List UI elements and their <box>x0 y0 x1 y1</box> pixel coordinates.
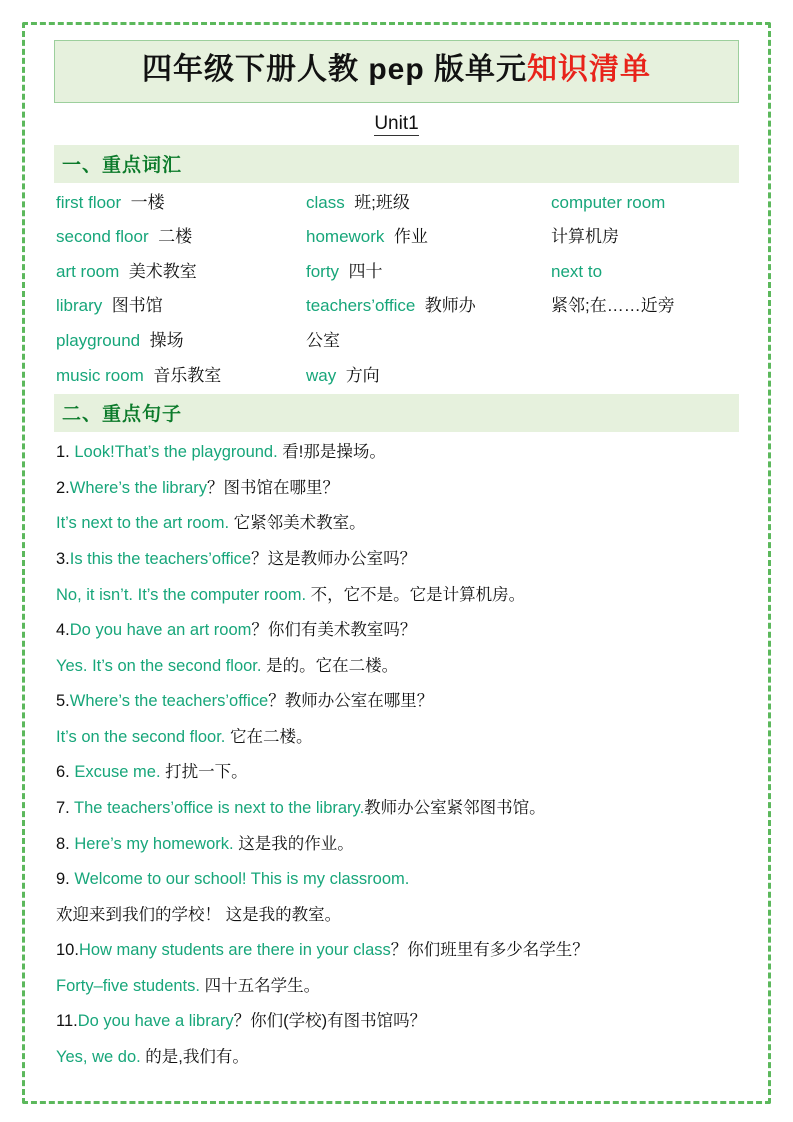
section-heading-sentences: 二、重点句子 <box>54 394 739 432</box>
vocab-zh: 教师办 <box>424 296 476 316</box>
sentence-item <box>56 903 739 929</box>
sentence-number: 8. <box>56 834 75 853</box>
sentence-number: 10. <box>56 941 79 960</box>
vocab-item <box>551 191 739 216</box>
vocab-zh: 图书馆 <box>111 296 163 316</box>
vocab-item <box>306 225 551 250</box>
sentence-en: Here’s my homework. <box>74 834 234 853</box>
sentence-item <box>56 583 739 609</box>
vocab-zh: 公室 <box>306 331 340 351</box>
sentence-en: How many students are there in your class <box>78 941 391 960</box>
sentence-item <box>56 725 739 751</box>
vocab-zh: 四十 <box>348 261 383 281</box>
vocab-item <box>306 260 551 285</box>
vocab-en: next to <box>551 261 603 281</box>
sentence-item <box>56 476 739 502</box>
vocab-zh: 班;班级 <box>354 192 410 212</box>
sentence-en: Where’s the library <box>69 478 208 497</box>
section-heading-vocabulary: 一、重点词汇 <box>54 145 739 183</box>
sentence-zh: 打扰一下。 <box>160 763 248 782</box>
sentence-zh: ？教师办公室在哪里？ <box>268 692 434 711</box>
sentence-en: Is this the teachers’office <box>69 550 252 569</box>
vocab-item <box>56 260 306 285</box>
vocab-item <box>306 329 551 354</box>
sentence-item <box>56 796 739 822</box>
vocab-item <box>306 191 551 216</box>
document-content <box>54 40 739 1070</box>
vocab-item <box>56 364 306 389</box>
sentence-en: Welcome to our school! This is my classroom. <box>74 870 410 889</box>
sentence-item <box>56 832 739 858</box>
sentence-zh: 它紧邻美术教室。 <box>229 514 366 533</box>
vocab-en: second floor <box>56 227 149 247</box>
sentence-zh: ？你们有美术教室吗？ <box>251 621 417 640</box>
sentence-item <box>56 440 739 466</box>
sentence-zh: ？你们班里有多少名学生？ <box>390 941 589 960</box>
vocab-en: playground <box>56 331 141 351</box>
vocab-en: art room <box>56 261 120 281</box>
vocab-zh: 二楼 <box>158 227 193 247</box>
vocab-item <box>306 294 551 319</box>
vocab-item <box>56 294 306 319</box>
sentence-item <box>56 511 739 537</box>
unit-heading <box>54 113 739 135</box>
sentence-number: 4. <box>56 621 70 640</box>
sentence-number: 5. <box>56 692 70 711</box>
sentence-zh: 看!那是操场。 <box>277 443 386 462</box>
vocab-en: music room <box>56 365 144 385</box>
sentences-list <box>54 440 739 1070</box>
sentence-item <box>56 689 739 715</box>
sentence-number: 6. <box>56 763 75 782</box>
sentence-zh: ？你们(学校)有图书馆吗？ <box>233 1012 427 1031</box>
title-accent-text: 知识清单 <box>527 53 651 86</box>
vocab-item <box>56 225 306 250</box>
page-title <box>61 53 732 88</box>
vocab-en: way <box>306 365 337 385</box>
vocab-zh: 操场 <box>149 331 184 351</box>
vocab-en: class <box>306 192 345 212</box>
vocab-item <box>551 364 739 389</box>
vocab-item <box>551 225 739 250</box>
sentence-en: Yes, we do. <box>56 1047 141 1066</box>
sentence-number: 11. <box>56 1012 78 1031</box>
vocab-item <box>306 364 551 389</box>
vocab-item <box>551 294 739 319</box>
title-banner <box>54 40 739 103</box>
sentence-en: Do you have an art room <box>69 621 252 640</box>
vocab-en: first floor <box>56 192 122 212</box>
vocab-zh: 音乐教室 <box>153 365 222 385</box>
sentence-item <box>56 654 739 680</box>
vocab-zh: 一楼 <box>130 192 165 212</box>
sentence-zh: 不，它不是。它是计算机房。 <box>306 585 526 604</box>
sentence-item <box>56 1045 739 1071</box>
sentence-number: 3. <box>56 550 70 569</box>
sentence-zh: 教师办公室紧邻图书馆。 <box>364 798 546 817</box>
sentence-item <box>56 760 739 786</box>
vocab-item <box>56 191 306 216</box>
vocab-zh: 紧邻;在……近旁 <box>551 296 675 316</box>
vocab-item <box>551 260 739 285</box>
unit-label: Unit1 <box>374 112 419 134</box>
sentence-number: 1. <box>56 443 75 462</box>
sentence-en: Forty–five students. <box>56 976 200 995</box>
sentence-item <box>56 1009 739 1035</box>
sentence-item <box>56 618 739 644</box>
sentence-en: Do you have a library <box>77 1012 234 1031</box>
vocab-en: homework <box>306 227 385 247</box>
sentence-en: Where’s the teachers’office <box>69 692 269 711</box>
sentence-number: 2. <box>56 478 70 497</box>
sentence-item <box>56 974 739 1000</box>
vocab-en: computer room <box>551 192 666 212</box>
vocabulary-grid <box>54 191 739 389</box>
sentence-en: It’s next to the art room. <box>56 514 230 533</box>
sentence-zh: 的是,我们有。 <box>140 1047 249 1066</box>
sentence-zh: ？图书馆在哪里？ <box>207 478 340 497</box>
title-main-text: 四年级下册人教 pep 版单元 <box>141 53 527 86</box>
sentence-item <box>56 547 739 573</box>
vocab-item <box>56 329 306 354</box>
sentence-zh: ？这是教师办公室吗？ <box>251 550 417 569</box>
sentence-zh: 是的。它在二楼。 <box>261 656 399 675</box>
sentence-en: Excuse me. <box>74 763 161 782</box>
vocab-zh: 作业 <box>393 227 428 247</box>
sentence-zh: 欢迎来到我们的学校！ 这是我的教室。 <box>56 905 342 924</box>
vocab-zh: 计算机房 <box>551 227 619 247</box>
sentence-zh: 它在二楼。 <box>225 727 313 746</box>
vocab-zh: 方向 <box>345 365 380 385</box>
sentence-en: Look!That’s the playground. <box>74 443 278 462</box>
sentence-item <box>56 867 739 893</box>
vocab-en: forty <box>306 261 340 281</box>
vocab-zh: 美术教室 <box>128 261 197 281</box>
vocab-en: library <box>56 296 103 316</box>
vocab-item <box>551 329 739 354</box>
sentence-en: The teachers’office is next to the library. <box>74 798 365 817</box>
vocab-en: teachers’office <box>306 296 416 316</box>
sentence-zh: 四十五名学生。 <box>199 976 321 995</box>
sentence-number: 9. <box>56 870 75 889</box>
sentence-zh: 这是我的作业。 <box>233 834 354 853</box>
sentence-number: 7. <box>56 798 75 817</box>
sentence-en: No, it isn’t. It’s the computer room. <box>56 585 307 604</box>
sentence-item <box>56 938 739 964</box>
sentence-en: Yes. It’s on the second floor. <box>56 656 262 675</box>
sentence-en: It’s on the second floor. <box>56 727 226 746</box>
